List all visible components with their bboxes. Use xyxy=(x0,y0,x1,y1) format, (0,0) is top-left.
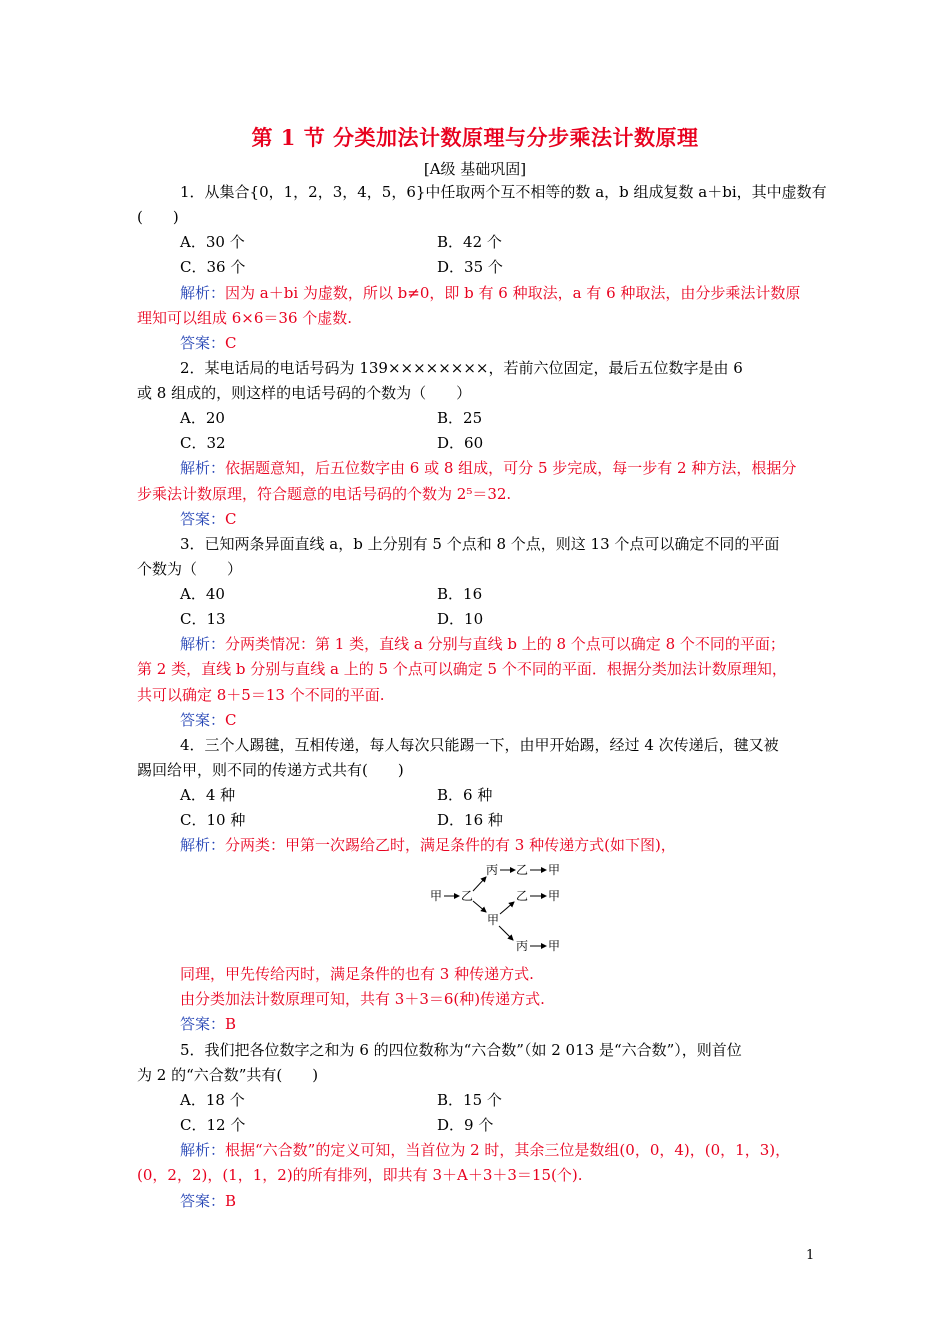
q5-option-c: C．12 个 xyxy=(180,1116,246,1134)
answer-label: 答案： xyxy=(180,1192,226,1210)
q4-answer: 答案：B xyxy=(180,1015,237,1033)
analysis-label: 解析： xyxy=(180,284,226,302)
node-yi-1: 乙 xyxy=(516,863,529,877)
answer-label: 答案： xyxy=(180,334,226,352)
q3-analysis-line2: 第 2 类，直线 b 分别与直线 a 上的 5 个点可以确定 5 个不同的平面．根据分类加法计数原理知， xyxy=(137,660,787,678)
node-yi-root: 乙 xyxy=(461,889,474,903)
q2-analysis-line1: 解析：依据题意知，后五位数字由 6 或 8 组成，可分 5 步完成，每一步有 2 种方法，根据分 xyxy=(180,459,797,477)
node-jia-mid: 甲 xyxy=(487,913,500,927)
q5-stem-line2: 为 2 的“六合数”共有( ) xyxy=(137,1066,319,1084)
analysis-label: 解析： xyxy=(180,836,226,854)
q4-option-a: A．4 种 xyxy=(180,786,236,804)
node-yi-2: 乙 xyxy=(516,889,529,903)
q1-analysis-line2: 理知可以组成 6×6＝36 个虚数. xyxy=(137,309,353,327)
q4-stem-line1: 4．三个人踢毽，互相传递，每人每次只能踢一下，由甲开始踢，经过 4 次传递后，毽又被 xyxy=(180,736,779,754)
q1-option-c: C．36 个 xyxy=(180,258,246,276)
node-bing-1: 丙 xyxy=(486,863,499,877)
node-bing-3: 丙 xyxy=(516,939,529,953)
q5-option-d: D．9 个 xyxy=(437,1116,494,1134)
q2-analysis-line2: 步乘法计数原理，符合题意的电话号码的个数为 2⁵＝32. xyxy=(137,485,512,503)
q3-option-d: D．10 xyxy=(437,610,484,628)
node-jia-1: 甲 xyxy=(548,863,561,877)
page-number: 1 xyxy=(806,1248,815,1263)
q5-answer: 答案：B xyxy=(180,1192,237,1210)
page-title: 第 1 节 分类加法计数原理与分步乘法计数原理 xyxy=(251,125,699,150)
q4-analysis-line3: 由分类加法计数原理可知，共有 3＋3＝6(种)传递方式. xyxy=(180,990,545,1008)
q2-option-a: A．20 xyxy=(180,409,225,427)
pass-tree-diagram xyxy=(420,858,570,956)
q2-option-d: D．60 xyxy=(437,434,484,452)
node-jia-root: 甲 xyxy=(430,889,443,903)
q5-option-b: B．15 个 xyxy=(437,1091,502,1109)
q5-stem-line1: 5．我们把各位数字之和为 6 的四位数称为“六合数”（如 2 013 是“六合数”），则首位 xyxy=(180,1041,742,1059)
analysis-label: 解析： xyxy=(180,635,226,653)
q3-answer: 答案：C xyxy=(180,711,237,729)
q1-analysis-line1: 解析：因为 a＋bi 为虚数，所以 b≠0，即 b 有 6 种取法，a 有 6 种取法，由分步乘法计数原 xyxy=(180,284,801,302)
q3-stem-line1: 3．已知两条异面直线 a，b 上分别有 5 个点和 8 个点，则这 13 个点可以确定不同的平面 xyxy=(180,535,780,553)
answer-label: 答案： xyxy=(180,1015,226,1033)
answer-label: 答案： xyxy=(180,711,226,729)
q1-option-d: D．35 个 xyxy=(437,258,503,276)
q1-stem-line2: ( ) xyxy=(137,208,179,226)
q2-stem-line2: 或 8 组成的，则这样的电话号码的个数为（ ） xyxy=(137,384,472,402)
q2-stem-line1: 2．某电话局的电话号码为 139××××××××，若前六位固定，最后五位数字是由 6 xyxy=(180,359,743,377)
q4-analysis-line1: 解析：分两类：甲第一次踢给乙时，满足条件的有 3 种传递方式(如下图)， xyxy=(180,836,676,854)
q4-option-c: C．10 种 xyxy=(180,811,246,829)
q2-answer: 答案：C xyxy=(180,510,237,528)
q3-analysis-line3: 共可以确定 8＋5＝13 个不同的平面. xyxy=(137,686,385,704)
q1-option-a: A．30 个 xyxy=(180,233,245,251)
arrow xyxy=(473,901,486,912)
q1-stem-line1: 1．从集合{0，1，2，3，4，5，6}中任取两个互不相等的数 a，b 组成复数 a＋bi，其中虚数有 xyxy=(180,183,827,201)
answer-label: 答案： xyxy=(180,510,226,528)
arrow xyxy=(499,926,513,940)
arrow xyxy=(500,902,514,914)
q2-option-c: C．32 xyxy=(180,434,226,452)
arrow xyxy=(473,877,486,891)
q3-option-b: B．16 xyxy=(437,585,483,603)
q4-option-d: D．16 种 xyxy=(437,811,503,829)
q5-analysis-line1: 解析：根据“六合数”的定义可知，当首位为 2 时，其余三位是数组(0，0，4)，(0，1，3)， xyxy=(180,1141,791,1159)
q2-option-b: B．25 xyxy=(437,409,483,427)
analysis-label: 解析： xyxy=(180,1141,226,1159)
analysis-label: 解析： xyxy=(180,459,226,477)
q1-answer: 答案：C xyxy=(180,334,237,352)
q4-option-b: B．6 种 xyxy=(437,786,493,804)
q3-option-a: A．40 xyxy=(180,585,225,603)
q3-analysis-line1: 解析：分两类情况：第 1 类，直线 a 分别与直线 b 上的 8 个点可以确定 8 个不同的平面； xyxy=(180,635,785,653)
q3-option-c: C．13 xyxy=(180,610,226,628)
node-jia-3: 甲 xyxy=(548,939,561,953)
node-jia-2: 甲 xyxy=(548,889,561,903)
q4-stem-line2: 踢回给甲，则不同的传递方式共有( ) xyxy=(137,761,404,779)
q4-analysis-line2: 同理，甲先传给丙时，满足条件的也有 3 种传递方式. xyxy=(180,965,534,983)
q5-analysis-line2: (0，2，2)，(1，1，2)的所有排列，即共有 3＋A＋3＋3＝15(个). xyxy=(137,1166,583,1184)
q5-option-a: A．18 个 xyxy=(180,1091,245,1109)
q3-stem-line2: 个数为（ ） xyxy=(137,560,243,578)
q1-option-b: B．42 个 xyxy=(437,233,502,251)
section-level: [A级 基础巩固] xyxy=(423,160,527,178)
